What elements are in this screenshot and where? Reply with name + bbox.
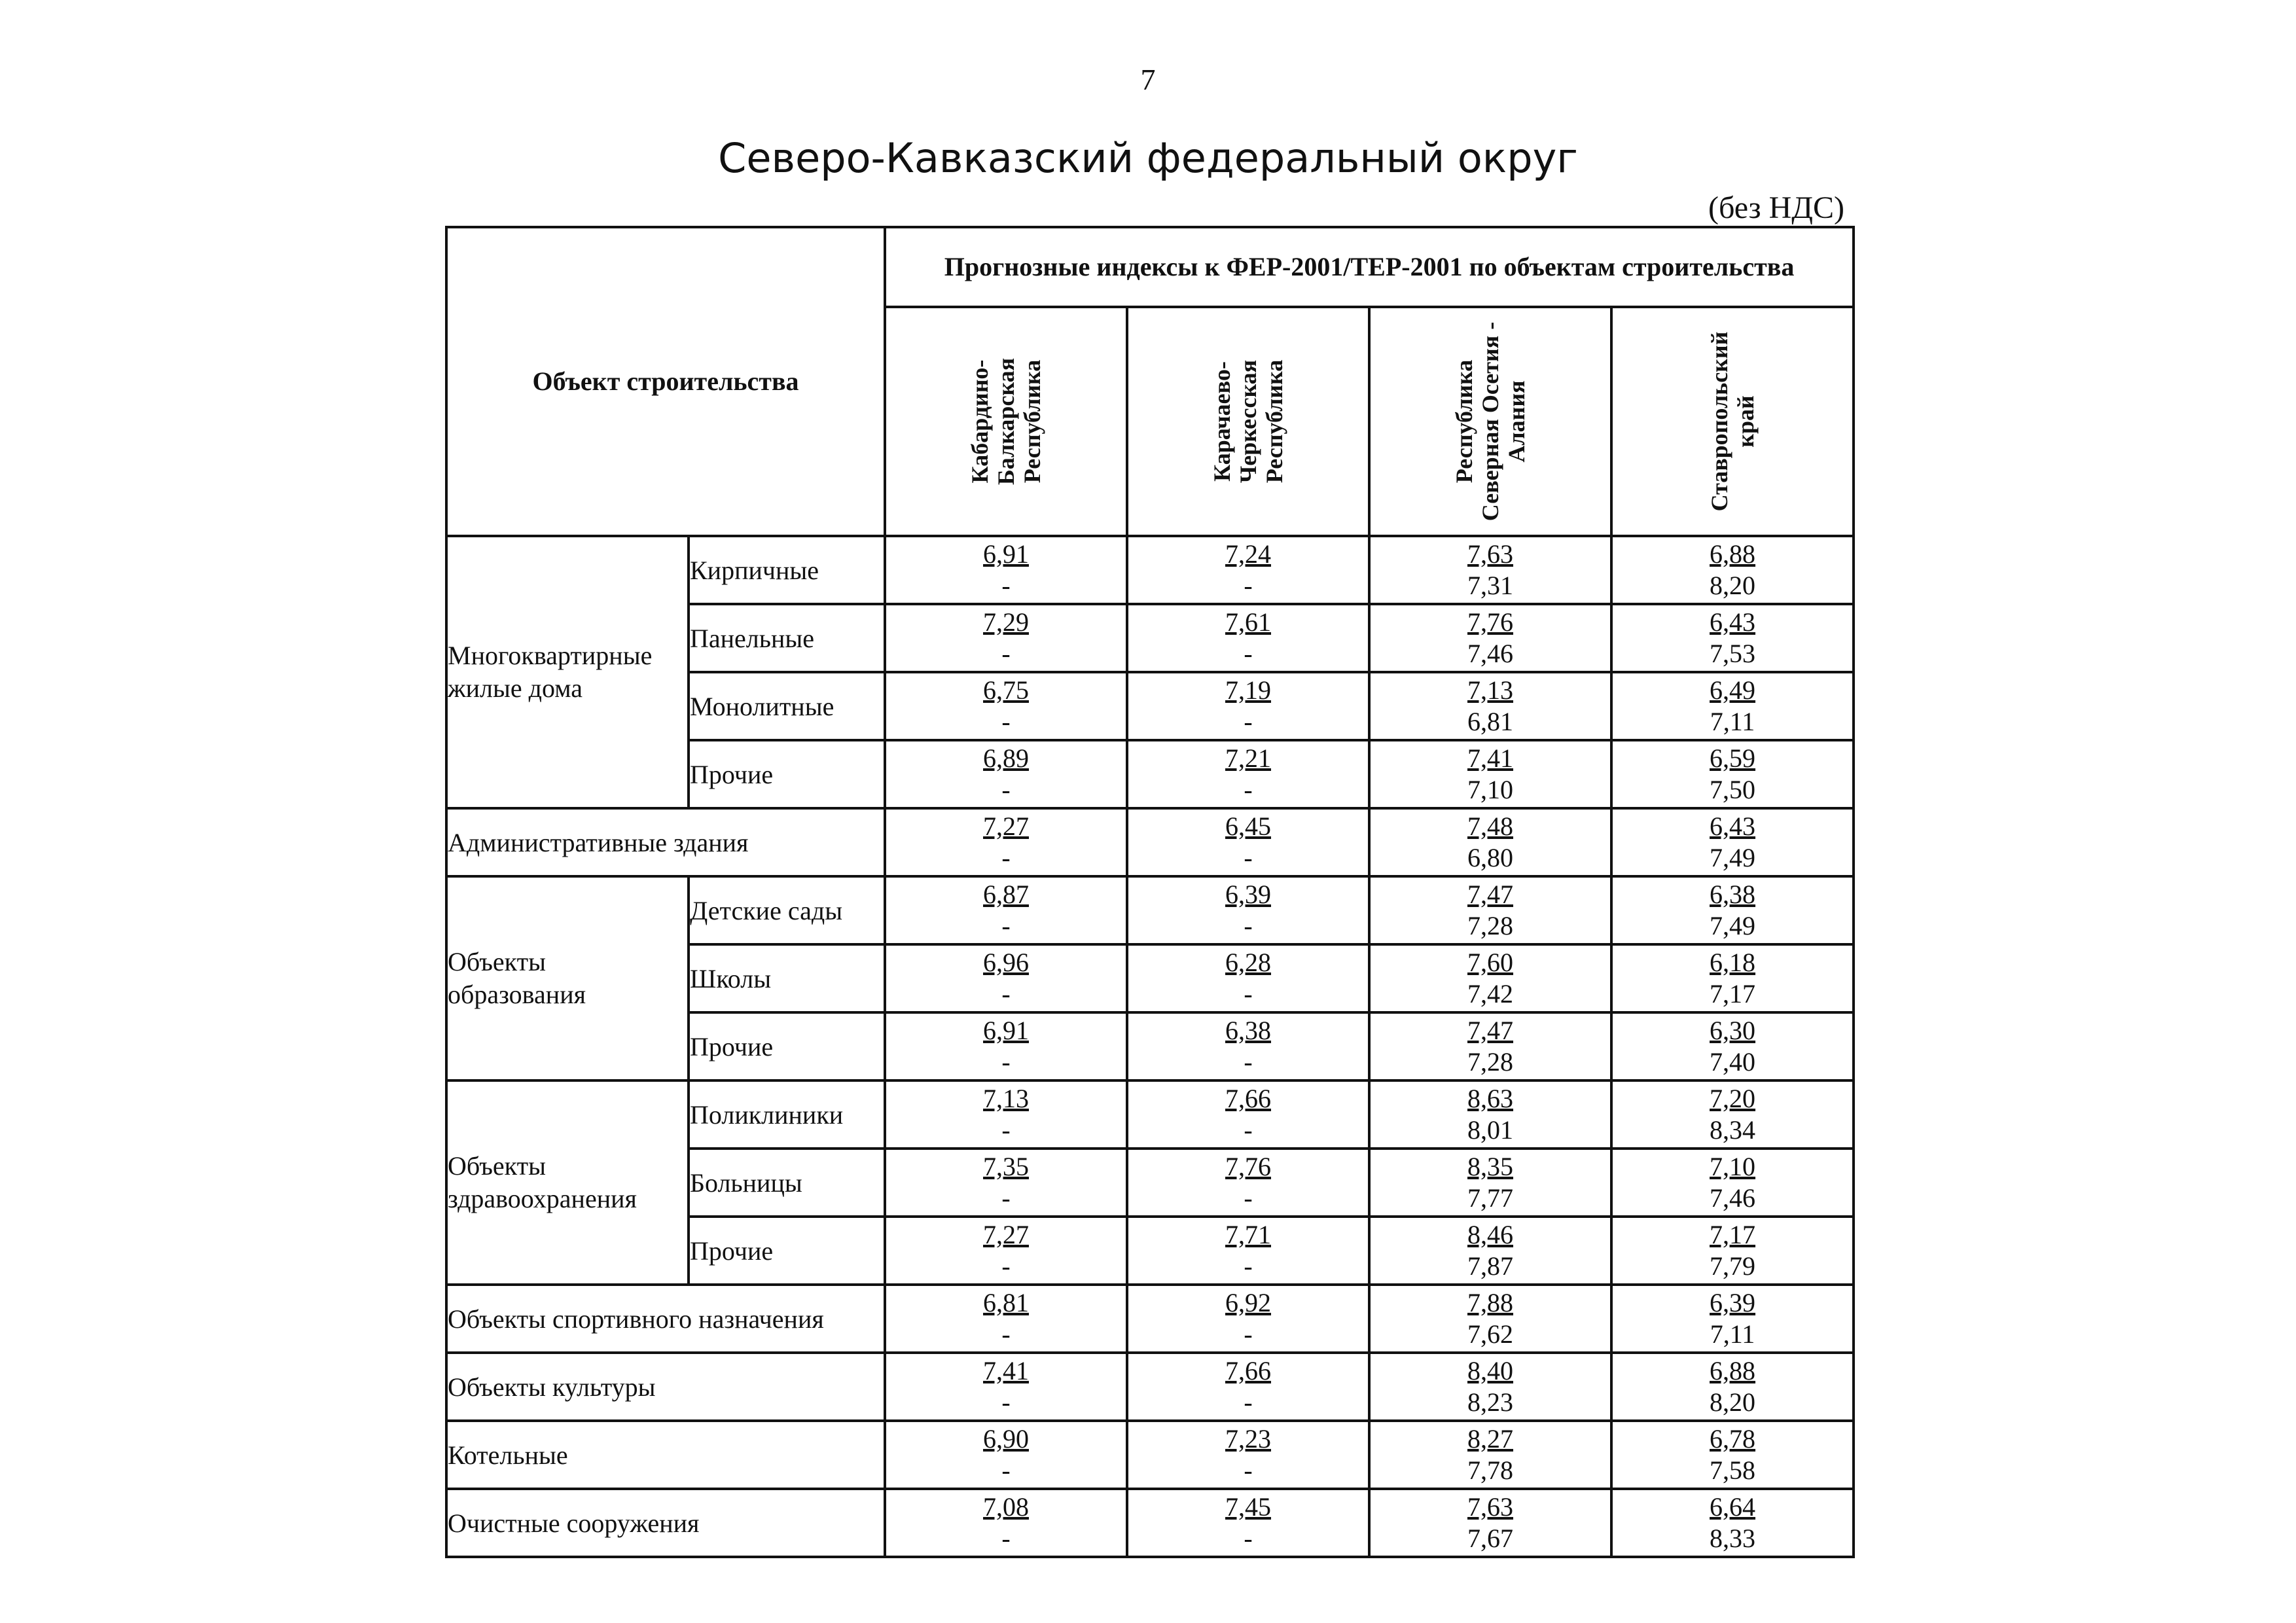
index-value-fer: 6,18 xyxy=(1710,948,1756,977)
index-value-ter: - xyxy=(1001,1251,1011,1281)
index-cell xyxy=(1611,740,1854,808)
index-value-fer: 7,47 xyxy=(1467,1016,1514,1045)
index-cell xyxy=(885,672,1127,740)
index-value-fer: 7,13 xyxy=(1467,675,1514,705)
subtype-label: Прочие xyxy=(689,1012,885,1080)
index-value-ter: 8,01 xyxy=(1467,1115,1514,1145)
index-cell xyxy=(1127,536,1369,604)
table-row xyxy=(446,1353,1854,1421)
index-value-ter: 8,23 xyxy=(1467,1387,1514,1417)
index-value-ter: 7,87 xyxy=(1467,1251,1514,1281)
index-cell xyxy=(1611,1012,1854,1080)
index-cell xyxy=(885,1353,1127,1421)
region-label: Ставропольский край xyxy=(1706,331,1759,512)
index-value-ter: 7,49 xyxy=(1710,843,1756,872)
object-label: Объекты спортивного назначения xyxy=(446,1285,885,1353)
index-value-fer: 7,08 xyxy=(983,1492,1030,1522)
index-value-fer: 7,60 xyxy=(1467,948,1514,977)
index-value-ter: - xyxy=(1001,775,1011,804)
index-value-ter: 7,46 xyxy=(1467,639,1514,668)
group-label: Объекты здравоохранения xyxy=(446,1080,689,1285)
region-label: Карачаево-Черкесская Республика xyxy=(1209,359,1288,484)
index-cell xyxy=(885,536,1127,604)
region-header xyxy=(885,307,1127,536)
index-cell xyxy=(1127,740,1369,808)
index-value-ter: - xyxy=(1001,911,1011,940)
index-cell xyxy=(1127,1421,1369,1489)
index-cell xyxy=(1369,1080,1611,1149)
index-value-fer: 6,38 xyxy=(1225,1016,1272,1045)
object-label: Очистные сооружения xyxy=(446,1489,885,1557)
index-value-ter: 7,11 xyxy=(1710,1319,1755,1349)
index-cell xyxy=(1611,1080,1854,1149)
index-cell xyxy=(885,740,1127,808)
index-value-fer: 7,35 xyxy=(983,1152,1030,1181)
index-value-ter: 8,33 xyxy=(1710,1524,1756,1553)
index-value-fer: 7,88 xyxy=(1467,1288,1514,1317)
index-value-ter: 6,80 xyxy=(1467,843,1514,872)
index-cell xyxy=(1127,1489,1369,1557)
index-value-fer: 6,64 xyxy=(1710,1492,1756,1522)
index-value-ter: 7,49 xyxy=(1710,911,1756,940)
index-cell xyxy=(1611,1421,1854,1489)
index-cell xyxy=(885,1217,1127,1285)
index-cell xyxy=(1611,1285,1854,1353)
vat-note: (без НДС) xyxy=(1708,190,1844,225)
index-value-ter: - xyxy=(1244,707,1253,736)
index-value-fer: 6,28 xyxy=(1225,948,1272,977)
index-value-ter: 7,28 xyxy=(1467,911,1514,940)
index-value-fer: 7,66 xyxy=(1225,1356,1272,1385)
index-value-ter: - xyxy=(1244,1455,1253,1485)
subtype-label: Прочие xyxy=(689,1217,885,1285)
index-cell xyxy=(1369,1217,1611,1285)
index-cell xyxy=(1611,604,1854,672)
index-value-fer: 7,21 xyxy=(1225,743,1272,773)
index-cell xyxy=(1369,1489,1611,1557)
table-row xyxy=(446,536,1854,604)
index-value-fer: 6,49 xyxy=(1710,675,1756,705)
index-value-ter: - xyxy=(1244,1251,1253,1281)
index-cell xyxy=(1127,1012,1369,1080)
table-row xyxy=(446,1285,1854,1353)
index-value-ter: - xyxy=(1244,1524,1253,1553)
index-value-ter: - xyxy=(1244,1183,1253,1213)
index-value-fer: 7,71 xyxy=(1225,1220,1272,1249)
index-value-ter: - xyxy=(1244,843,1253,872)
index-value-ter: - xyxy=(1244,1319,1253,1349)
index-cell xyxy=(1611,672,1854,740)
index-value-fer: 6,91 xyxy=(983,539,1030,569)
index-cell xyxy=(1611,1217,1854,1285)
index-value-ter: 7,78 xyxy=(1467,1455,1514,1485)
index-value-ter: - xyxy=(1001,571,1011,600)
index-value-fer: 6,75 xyxy=(983,675,1030,705)
index-cell xyxy=(885,1285,1127,1353)
index-value-ter: - xyxy=(1244,639,1253,668)
index-value-ter: - xyxy=(1244,775,1253,804)
index-value-fer: 8,35 xyxy=(1467,1152,1514,1181)
index-value-ter: - xyxy=(1001,1047,1011,1077)
table-row xyxy=(446,1421,1854,1489)
index-value-ter: 7,17 xyxy=(1710,979,1756,1008)
index-value-fer: 6,89 xyxy=(983,743,1030,773)
index-cell xyxy=(1369,876,1611,944)
index-value-fer: 6,38 xyxy=(1710,880,1756,909)
index-cell xyxy=(1127,944,1369,1012)
subtype-label: Школы xyxy=(689,944,885,1012)
index-value-ter: 7,50 xyxy=(1710,775,1756,804)
index-value-fer: 7,63 xyxy=(1467,539,1514,569)
index-value-fer: 8,27 xyxy=(1467,1424,1514,1454)
region-label: Республика Северная Осетия - Алания xyxy=(1451,321,1530,522)
index-cell xyxy=(1369,1149,1611,1217)
subtype-label: Поликлиники xyxy=(689,1080,885,1149)
index-value-fer: 6,39 xyxy=(1225,880,1272,909)
index-cell xyxy=(1369,604,1611,672)
index-value-ter: - xyxy=(1244,1115,1253,1145)
index-value-fer: 7,45 xyxy=(1225,1492,1272,1522)
index-cell xyxy=(1611,536,1854,604)
index-value-fer: 6,88 xyxy=(1710,539,1756,569)
index-cell xyxy=(1611,808,1854,876)
index-value-fer: 6,43 xyxy=(1710,812,1756,841)
index-value-fer: 6,92 xyxy=(1225,1288,1272,1317)
index-value-fer: 6,39 xyxy=(1710,1288,1756,1317)
index-value-ter: 7,31 xyxy=(1467,571,1514,600)
index-cell xyxy=(1369,808,1611,876)
index-value-fer: 7,19 xyxy=(1225,675,1272,705)
index-value-fer: 6,88 xyxy=(1710,1356,1756,1385)
region-label: Кабардино-Балкарская Республика xyxy=(967,357,1046,486)
index-cell xyxy=(1127,1080,1369,1149)
index-value-ter: - xyxy=(1001,639,1011,668)
index-value-ter: - xyxy=(1001,707,1011,736)
index-cell xyxy=(885,944,1127,1012)
index-cell xyxy=(1369,944,1611,1012)
index-cell xyxy=(1127,672,1369,740)
index-value-fer: 6,43 xyxy=(1710,607,1756,637)
subtype-label: Кирпичные xyxy=(689,536,885,604)
index-cell xyxy=(1127,808,1369,876)
index-cell xyxy=(1369,1012,1611,1080)
index-cell xyxy=(1611,1489,1854,1557)
region-header xyxy=(1611,307,1854,536)
index-value-fer: 7,76 xyxy=(1225,1152,1272,1181)
index-value-fer: 7,41 xyxy=(1467,743,1514,773)
index-cell xyxy=(885,1489,1127,1557)
index-value-ter: - xyxy=(1244,1387,1253,1417)
subtype-label: Панельные xyxy=(689,604,885,672)
index-value-ter: - xyxy=(1001,1183,1011,1213)
index-cell xyxy=(1611,1353,1854,1421)
index-value-ter: - xyxy=(1244,1047,1253,1077)
index-value-fer: 8,40 xyxy=(1467,1356,1514,1385)
index-value-fer: 7,17 xyxy=(1710,1220,1756,1249)
index-cell xyxy=(1369,1353,1611,1421)
table-row xyxy=(446,808,1854,876)
index-value-fer: 7,41 xyxy=(983,1356,1030,1385)
table-row xyxy=(446,1489,1854,1557)
index-value-fer: 7,10 xyxy=(1710,1152,1756,1181)
index-value-ter: - xyxy=(1001,1115,1011,1145)
index-value-ter: 8,34 xyxy=(1710,1115,1756,1145)
index-value-fer: 7,23 xyxy=(1225,1424,1272,1454)
index-value-fer: 7,27 xyxy=(983,812,1030,841)
index-cell xyxy=(885,876,1127,944)
index-value-fer: 7,13 xyxy=(983,1084,1030,1113)
index-value-ter: - xyxy=(1001,1319,1011,1349)
index-value-fer: 6,90 xyxy=(983,1424,1030,1454)
index-cell xyxy=(1611,876,1854,944)
index-cell xyxy=(885,808,1127,876)
index-value-ter: 7,79 xyxy=(1710,1251,1756,1281)
index-cell xyxy=(1127,876,1369,944)
index-value-ter: 7,53 xyxy=(1710,639,1756,668)
index-value-ter: - xyxy=(1244,979,1253,1008)
index-cell xyxy=(1127,1353,1369,1421)
index-value-ter: 8,20 xyxy=(1710,571,1756,600)
index-cell xyxy=(1127,1217,1369,1285)
index-value-ter: 7,42 xyxy=(1467,979,1514,1008)
index-value-ter: 7,67 xyxy=(1467,1524,1514,1553)
index-value-ter: 7,58 xyxy=(1710,1455,1756,1485)
index-value-fer: 6,87 xyxy=(983,880,1030,909)
price-index-table xyxy=(445,226,1855,1558)
index-value-fer: 6,30 xyxy=(1710,1016,1756,1045)
index-value-fer: 6,91 xyxy=(983,1016,1030,1045)
index-cell xyxy=(1611,1149,1854,1217)
index-value-ter: 8,20 xyxy=(1710,1387,1756,1417)
index-value-fer: 6,45 xyxy=(1225,812,1272,841)
index-cell xyxy=(1611,944,1854,1012)
subtype-label: Прочие xyxy=(689,740,885,808)
index-value-fer: 7,24 xyxy=(1225,539,1272,569)
index-value-ter: 7,11 xyxy=(1710,707,1755,736)
index-value-ter: 7,40 xyxy=(1710,1047,1756,1077)
index-value-fer: 7,27 xyxy=(983,1220,1030,1249)
index-value-ter: 7,62 xyxy=(1467,1319,1514,1349)
index-value-ter: - xyxy=(1001,843,1011,872)
index-value-ter: 7,77 xyxy=(1467,1183,1514,1213)
index-value-fer: 6,78 xyxy=(1710,1424,1756,1454)
index-value-ter: - xyxy=(1001,1387,1011,1417)
index-value-ter: - xyxy=(1244,571,1253,600)
index-value-fer: 8,63 xyxy=(1467,1084,1514,1113)
index-value-ter: - xyxy=(1001,979,1011,1008)
index-value-ter: 7,10 xyxy=(1467,775,1514,804)
index-cell xyxy=(1369,672,1611,740)
page-title: Северо-Кавказский федеральный округ xyxy=(718,134,1578,182)
table-row xyxy=(446,1080,1854,1149)
table-row xyxy=(446,876,1854,944)
index-cell xyxy=(885,1080,1127,1149)
object-header: Объект строительства xyxy=(446,227,885,536)
index-value-fer: 7,66 xyxy=(1225,1084,1272,1113)
indices-header: Прогнозные индексы к ФЕР-2001/ТЕР-2001 по объектам строительства xyxy=(885,227,1854,307)
index-value-fer: 7,20 xyxy=(1710,1084,1756,1113)
index-value-fer: 7,29 xyxy=(983,607,1030,637)
index-value-fer: 6,81 xyxy=(983,1288,1030,1317)
table-body xyxy=(446,536,1854,1557)
index-value-ter: 7,28 xyxy=(1467,1047,1514,1077)
index-value-fer: 7,48 xyxy=(1467,812,1514,841)
index-value-ter: 7,46 xyxy=(1710,1183,1756,1213)
index-cell xyxy=(885,1421,1127,1489)
index-cell xyxy=(1369,1285,1611,1353)
index-value-fer: 7,47 xyxy=(1467,880,1514,909)
object-label: Объекты культуры xyxy=(446,1353,885,1421)
index-cell xyxy=(885,1149,1127,1217)
index-value-fer: 7,61 xyxy=(1225,607,1272,637)
index-value-fer: 8,46 xyxy=(1467,1220,1514,1249)
index-value-ter: 6,81 xyxy=(1467,707,1514,736)
index-cell xyxy=(1127,1285,1369,1353)
index-cell xyxy=(885,604,1127,672)
subtype-label: Детские сады xyxy=(689,876,885,944)
index-cell xyxy=(1369,536,1611,604)
index-value-ter: - xyxy=(1001,1524,1011,1553)
subtype-label: Монолитные xyxy=(689,672,885,740)
index-value-ter: - xyxy=(1001,1455,1011,1485)
region-header xyxy=(1369,307,1611,536)
index-value-fer: 7,63 xyxy=(1467,1492,1514,1522)
index-value-fer: 6,96 xyxy=(983,948,1030,977)
index-value-fer: 6,59 xyxy=(1710,743,1756,773)
index-value-fer: 7,76 xyxy=(1467,607,1514,637)
object-label: Котельные xyxy=(446,1421,885,1489)
group-label: Объекты образования xyxy=(446,876,689,1080)
group-label: Многоквартирные жилые дома xyxy=(446,536,689,808)
index-cell xyxy=(1369,1421,1611,1489)
index-cell xyxy=(1127,1149,1369,1217)
object-label: Административные здания xyxy=(446,808,885,876)
page-number: 7 xyxy=(1140,63,1156,96)
index-value-ter: - xyxy=(1244,911,1253,940)
subtype-label: Больницы xyxy=(689,1149,885,1217)
region-header xyxy=(1127,307,1369,536)
index-cell xyxy=(1369,740,1611,808)
index-cell xyxy=(1127,604,1369,672)
index-cell xyxy=(885,1012,1127,1080)
